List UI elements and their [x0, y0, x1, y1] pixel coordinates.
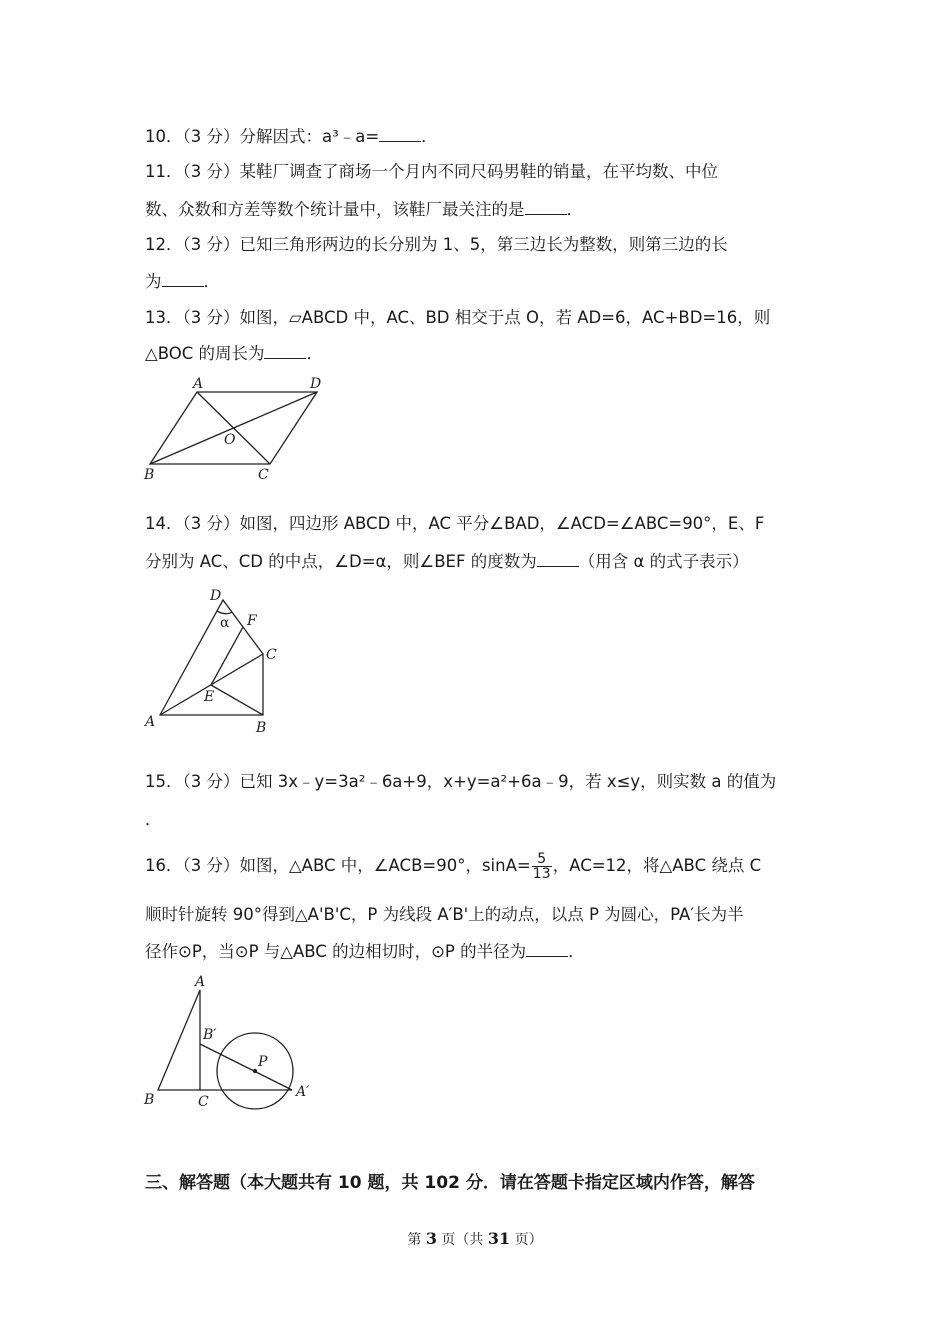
parallelogram-figure	[140, 372, 340, 484]
label-b: B	[256, 720, 267, 736]
question-12: 12．（3 分）已知三角形两边的长分别为 1、5，第三边长为整数，则第三边的长	[145, 235, 728, 254]
label-b: B	[144, 1092, 155, 1108]
question-16: 16．（3 分）如图，△ABC 中，∠ACB=90°，sinA= $\frac{5}{13}$ ，AC=12，将△ABC 绕点 C	[145, 851, 762, 882]
segment-eb	[211, 685, 263, 715]
label-c: C	[258, 467, 269, 483]
section-heading: 三、解答题（本大题共有 10 题，共 102 分．请在答题卡指定区域内作答，解答	[145, 1173, 755, 1193]
diagonal-bd	[150, 392, 317, 464]
segment-ef	[211, 627, 243, 685]
question-12-line2: 为 ．	[145, 272, 220, 291]
question-13-line2: △BOC 的周长为 ．	[145, 344, 323, 363]
question-11-line2: 数、众数和方差等数个统计量中，该鞋厂最关注的是 ．	[145, 200, 583, 219]
point-p	[253, 1069, 257, 1073]
label-e: E	[204, 689, 215, 705]
triangle-abc	[158, 990, 200, 1090]
label-a: A	[193, 376, 204, 392]
label-c: C	[266, 647, 277, 663]
answer-blank	[162, 270, 204, 287]
answer-blank	[264, 342, 306, 359]
label-p: P	[258, 1054, 268, 1070]
question-16-line3: 径作⊙P，当⊙P 与△ABC 的边相切时，⊙P 的半径为 ．	[145, 942, 585, 961]
label-a: A	[195, 974, 206, 990]
question-15-line2: ．	[145, 810, 162, 829]
label-f: F	[247, 613, 257, 629]
label-d: D	[210, 588, 222, 604]
question-15: 15．（3 分）已知 3x﹣y=3a²﹣6a+9，x+y=a²+6a﹣9，若 x≤y，则实数 a 的值为	[145, 772, 777, 791]
answer-blank	[379, 125, 421, 142]
question-10: 10．（3 分）分解因式：a³﹣a= ．	[145, 127, 438, 146]
segment-b-prime-a-prime	[200, 1044, 292, 1090]
question-16-line2: 顺时针旋转 90°得到△A'B'C，P 为线段 A′B'上的动点，以点 P 为圆心，PA′长为半	[145, 905, 744, 924]
page-footer: 第 3 页（共 31 页）	[407, 1229, 543, 1248]
label-b-prime: B′	[203, 1027, 217, 1043]
label-a-prime: A′	[296, 1084, 310, 1100]
label-alpha: α	[220, 615, 230, 631]
answer-blank	[525, 198, 567, 215]
answer-blank	[537, 550, 579, 567]
label-d: D	[310, 376, 322, 392]
label-o: O	[224, 432, 236, 448]
total-pages: 31	[487, 1229, 511, 1248]
page-number: 3	[425, 1229, 437, 1248]
label-b: B	[144, 467, 155, 483]
label-a: A	[145, 714, 156, 730]
question-14-line2: 分别为 AC、CD 的中点，∠D=α，则∠BEF 的度数为 （用含 α 的式子表示）	[145, 552, 749, 571]
answer-blank	[526, 940, 568, 957]
rotation-circle-figure	[138, 972, 328, 1112]
angle-alpha-arc	[217, 611, 232, 614]
fraction-5-13: $\frac{5}{13}$	[532, 851, 551, 882]
quadrilateral-figure	[140, 585, 290, 740]
question-13: 13．（3 分）如图，▱ABCD 中，AC、BD 相交于点 O，若 AD=6，AC+BD=16，则	[145, 308, 771, 327]
question-14: 14．（3 分）如图，四边形 ABCD 中，AC 平分∠BAD，∠ACD=∠ABC=90°，E、F	[145, 514, 765, 533]
label-c: C	[198, 1094, 209, 1110]
question-11: 11．（3 分）某鞋厂调查了商场一个月内不同尺码男鞋的销量，在平均数、中位	[145, 162, 718, 181]
